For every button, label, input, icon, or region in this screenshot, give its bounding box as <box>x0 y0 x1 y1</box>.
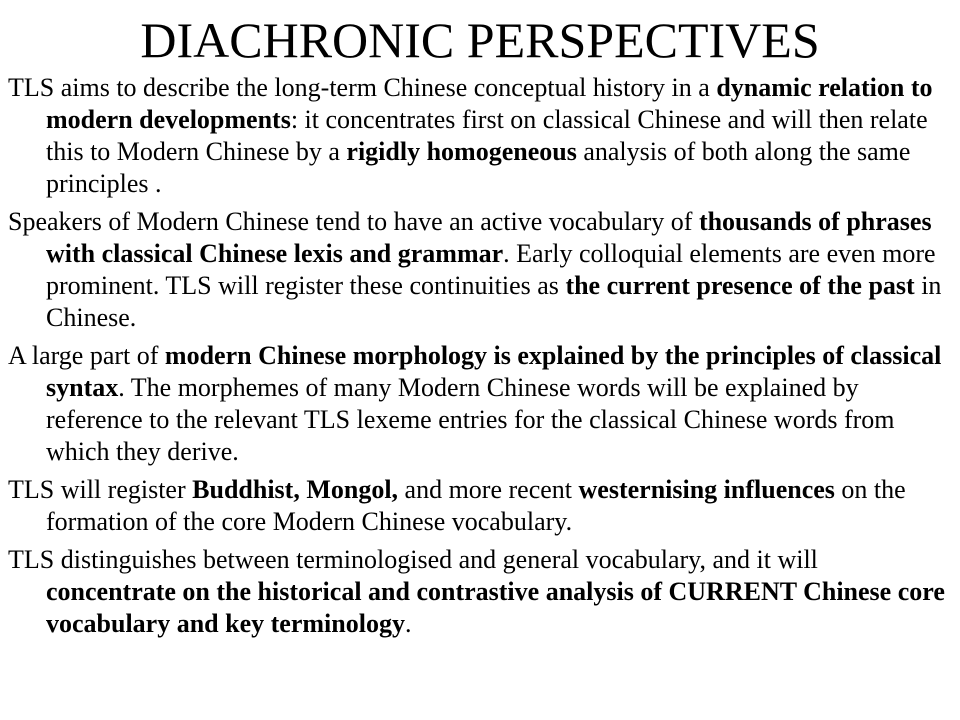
paragraph <box>8 474 952 538</box>
text-segment: : it concentrates first on classical Chinese and will then relate this to Modern Chinese by a <box>46 105 928 166</box>
bold-text: concentrate on the historical and contrastive analysis of CURRENT Chinese core vocabulary and key terminology <box>46 577 945 638</box>
paragraph <box>8 544 952 640</box>
slide-title: DIACHRONIC PERSPECTIVES <box>140 12 820 68</box>
text-segment: TLS will register <box>8 475 193 504</box>
bold-text: modern Chinese morphology is explained by the principles of classical syntax <box>46 341 942 402</box>
text-segment: on the formation of the core Modern Chinese vocabulary. <box>46 475 906 536</box>
bold-text: rigidly homogeneous <box>346 137 577 166</box>
bold-text: dynamic relation to modern developments <box>46 73 933 134</box>
bold-text: the current presence of the past <box>565 271 915 300</box>
text-segment: . Early colloquial elements are even more prominent. TLS will register these continuities as <box>46 239 936 300</box>
paragraph <box>8 72 952 200</box>
text-segment: . The morphemes of many Modern Chinese words will be explained by reference to the relevant TLS lexeme entries for the classical Chinese words from which they derive. <box>46 373 895 466</box>
bold-text: thousands of phrases with classical Chinese lexis and grammar <box>46 207 932 268</box>
text-segment: Speakers of Modern Chinese tend to have an active vocabulary of <box>8 207 699 236</box>
text-segment: TLS distinguishes between terminologised and general vocabulary, and it will <box>8 545 818 574</box>
bold-text: Buddhist, Mongol, <box>192 475 399 504</box>
text-segment: . <box>404 609 412 638</box>
text-segment: analysis of both along the same principles . <box>46 137 911 198</box>
slide-body <box>8 72 952 646</box>
text-segment: TLS aims to describe the long-term Chinese conceptual history in a <box>8 73 717 102</box>
paragraph <box>8 340 952 468</box>
text-segment: A large part of <box>8 341 165 370</box>
text-segment: and more recent <box>398 475 579 504</box>
paragraph <box>8 206 952 334</box>
text-segment: in Chinese. <box>46 271 942 332</box>
bold-text: westernising influences <box>578 475 835 504</box>
